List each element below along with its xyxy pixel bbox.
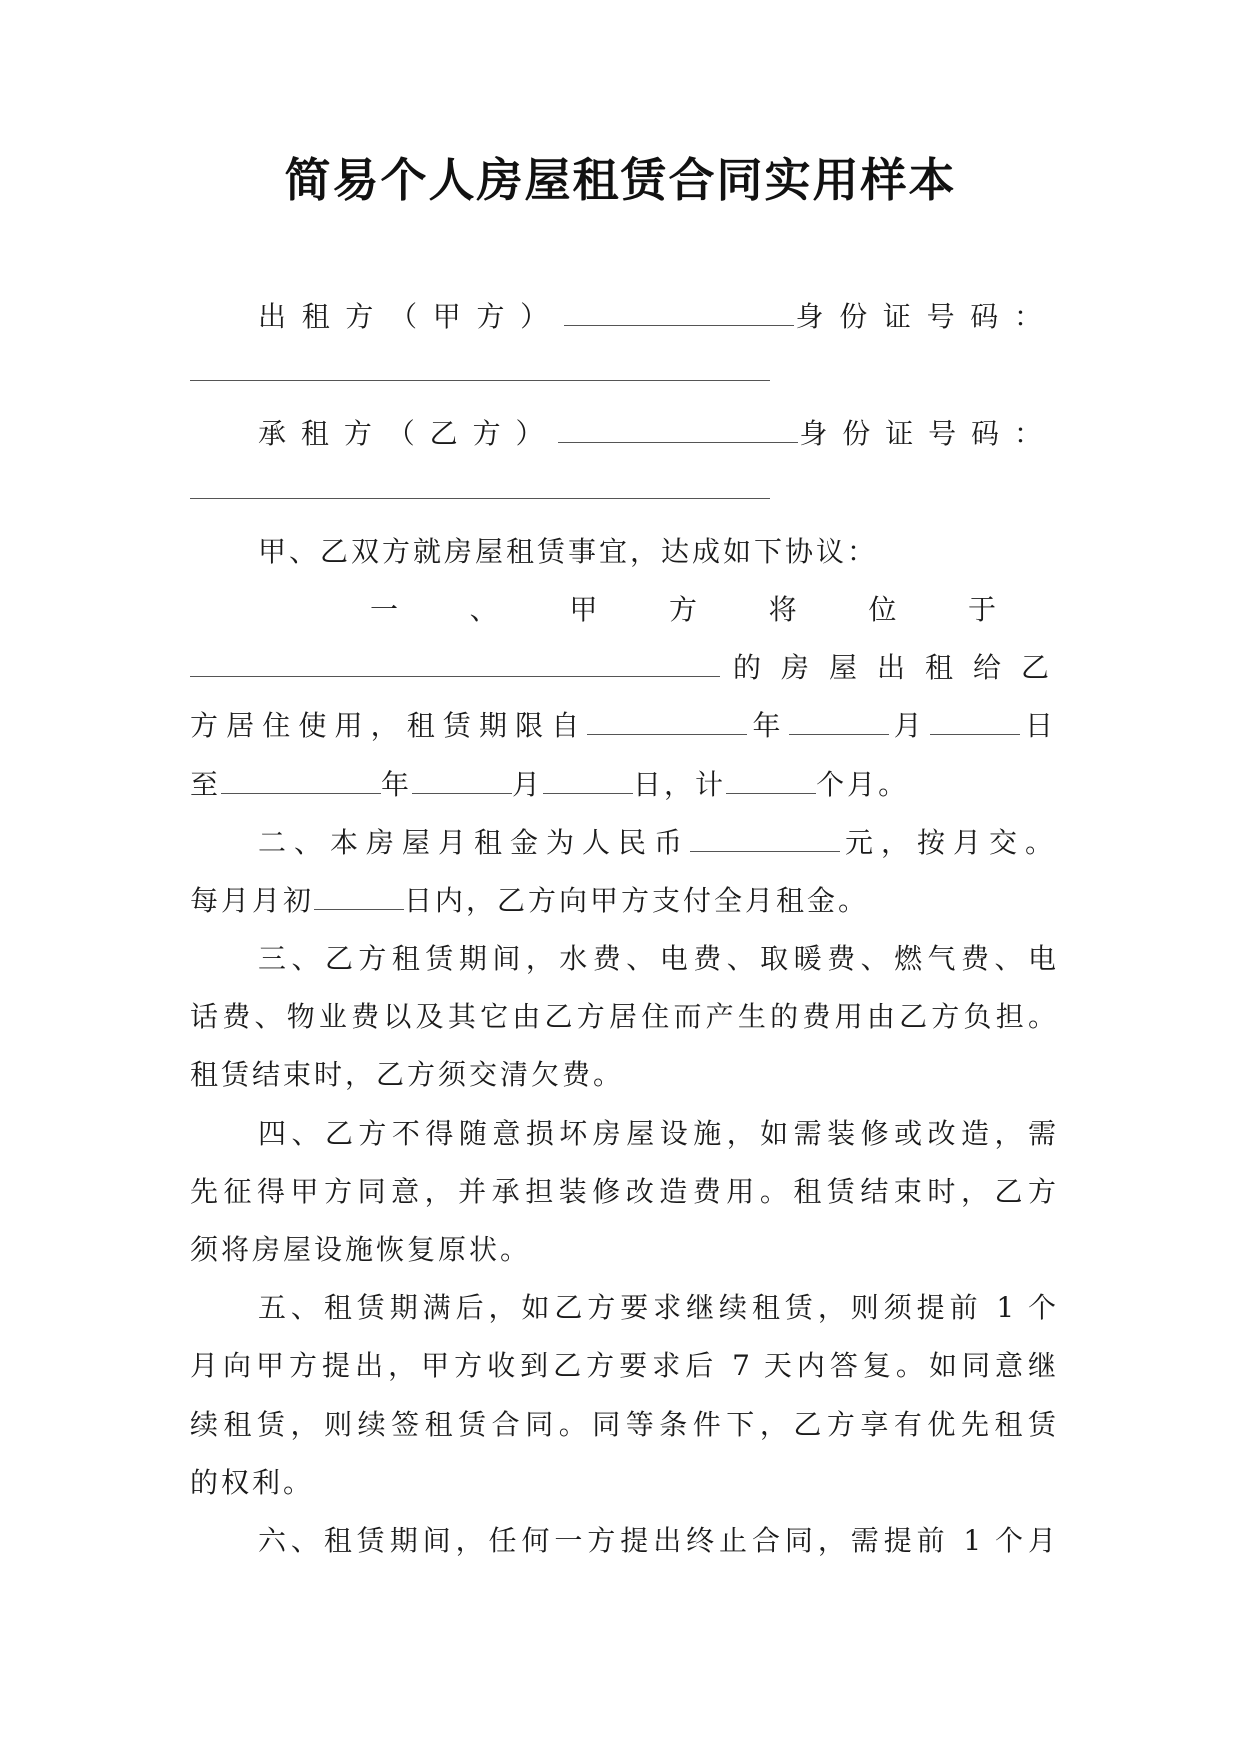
clause1-line1: 一、甲方将位于 [370, 592, 1056, 626]
clause1-line4-month: 月 [512, 767, 544, 801]
clause3-line2: 话费、物业费以及其它由乙方居住而产生的费用由乙方负担。 [190, 1000, 1056, 1034]
clause1-line3-day: 日 [1019, 709, 1056, 743]
clause3-line3: 租赁结束时，乙方须交清欠费。 [190, 1058, 625, 1092]
clause5-line3: 续租赁，则续签租赁合同。同等条件下，乙方享有优先租赁 [190, 1407, 1056, 1441]
clause1-line3-prefix: 方居住使用，租赁期限自 [190, 709, 588, 743]
clause3-line1: 三、乙方租赁期间，水费、电费、取暖费、燃气费、电 [258, 942, 1056, 976]
clause4-line3: 须将房屋设施恢复原状。 [190, 1233, 532, 1266]
start-day-blank[interactable] [930, 712, 1020, 735]
clause4-line2: 先征得甲方同意，并承担装修改造费用。租赁结束时，乙方 [190, 1174, 1056, 1208]
payment-day-blank[interactable] [314, 887, 404, 910]
end-year-blank[interactable] [221, 771, 381, 794]
clause2-line2 [190, 872, 1056, 930]
clause1-line3 [190, 697, 1056, 755]
clause1-line4-year: 年 [381, 767, 413, 801]
clause5-line4: 的权利。 [190, 1465, 315, 1499]
clause5-line2: 月向甲方提出，甲方收到乙方要求后 7 天内答复。如同意继 [190, 1349, 1056, 1383]
clause5-line1: 五、租赁期满后，如乙方要求继续租赁，则须提前 1 个 [258, 1291, 1056, 1325]
clause1-line3-month: 月 [888, 709, 930, 743]
party-a-id-label: 身份证号码： [793, 300, 1056, 333]
start-year-blank[interactable] [587, 712, 747, 735]
monthly-rent-blank[interactable] [690, 829, 840, 852]
clause1-line2 [190, 639, 1056, 697]
clause1-line2-text: 的房屋出租给乙 [720, 651, 1056, 685]
clause6-line1: 六、租赁期间，任何一方提出终止合同，需提前 1 个月 [258, 1523, 1056, 1557]
agreement-intro: 甲、乙双方就房屋租赁事宜，达成如下协议： [258, 534, 879, 568]
clause1-line4-day: 日，计 [633, 767, 727, 801]
end-month-blank[interactable] [412, 771, 512, 794]
party-b-id-blank[interactable] [190, 464, 770, 499]
clause2-line1-prefix: 二、本房屋月租金为人民币 [258, 825, 690, 859]
party-b-line [190, 405, 1056, 463]
party-a-name-blank[interactable] [564, 303, 794, 326]
party-a-label: 出租方（甲方） [258, 300, 564, 333]
clause2-line2-prefix: 每月月初 [190, 883, 315, 917]
clause4-line1: 四、乙方不得随意损坏房屋设施，如需装修或改造，需 [258, 1116, 1056, 1150]
clause2-line1 [190, 814, 1056, 872]
end-day-blank[interactable] [543, 771, 633, 794]
start-month-blank[interactable] [789, 712, 889, 735]
property-address-blank[interactable] [190, 654, 720, 677]
party-a-line [190, 288, 1056, 346]
party-b-name-blank[interactable] [558, 420, 798, 443]
document-body [190, 288, 1056, 1570]
clause1-line3-year: 年 [747, 709, 789, 743]
clause1-line4 [190, 756, 1056, 814]
party-b-id-label: 身份证号码： [798, 417, 1056, 451]
clause2-line1-suffix: 元，按月交。 [839, 825, 1056, 859]
clause2-line2-suffix: 日内，乙方向甲方支付全月租金。 [404, 883, 870, 917]
clause1-line4-suffix: 个月。 [816, 767, 910, 801]
document-title: 简易个人房屋租赁合同实用样本 [284, 153, 957, 207]
clause1-line4-prefix: 至 [190, 767, 222, 801]
party-b-label: 承租方（乙方） [258, 417, 559, 451]
term-months-blank[interactable] [726, 771, 816, 794]
party-a-id-blank[interactable] [190, 346, 770, 381]
